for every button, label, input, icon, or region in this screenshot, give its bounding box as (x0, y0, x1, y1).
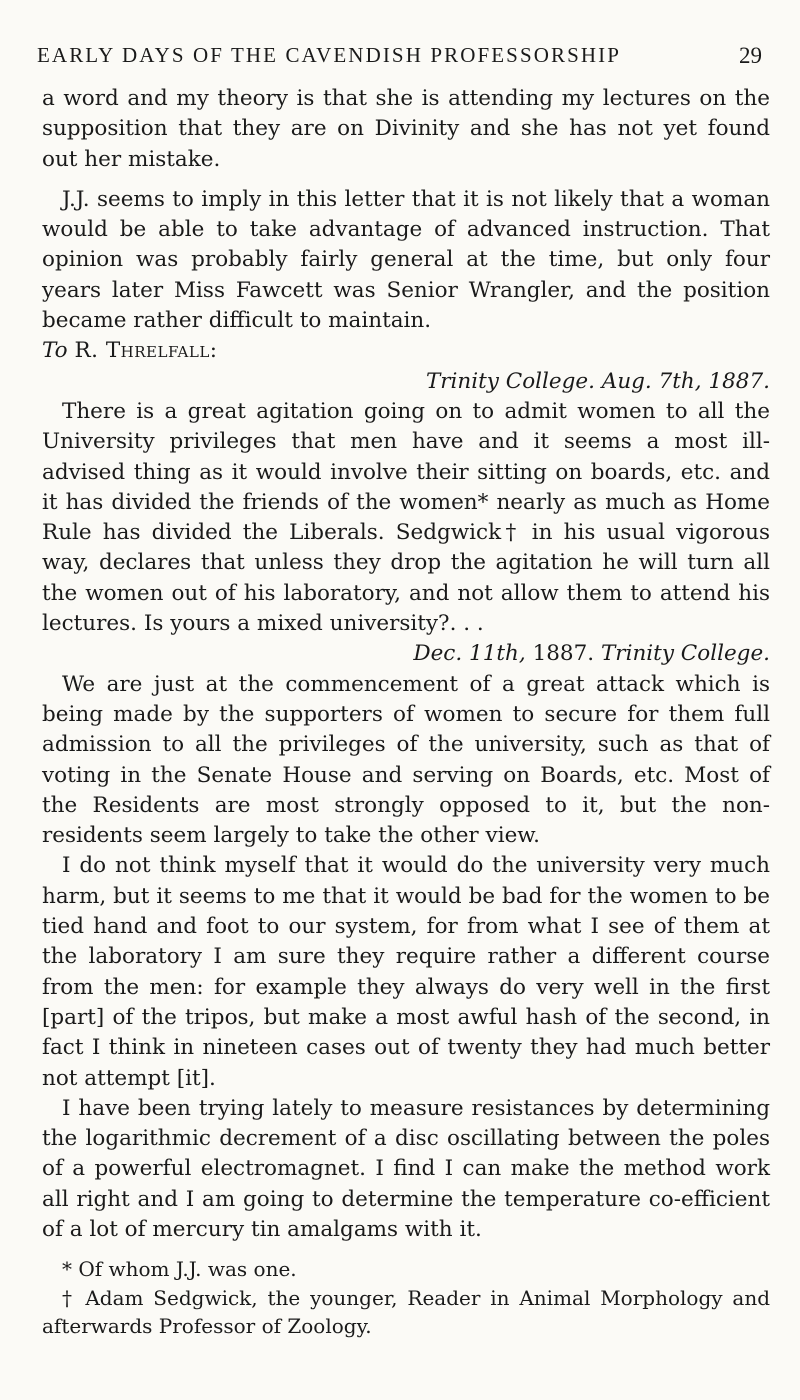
page-number: 29 (739, 43, 762, 68)
body-text (42, 84, 770, 1341)
dateline-2 (42, 639, 770, 669)
dateline-2-year: 1887. (532, 641, 595, 667)
dateline-2-day: 11th, (469, 641, 526, 667)
footnotes (42, 1255, 770, 1341)
paragraph-3: There is a great agitation going on to admit women to all the University privileges that men have and it seems a most ill-advised thing as it would involve their sitting on boards, etc. and it has divided the friends of the women* nearly as much as Home Rule has divided the Liberals. Sedgwick† in his usual vigorous way, declares that unless they drop the agitation he will turn all the women out of his laboratory, and not allow them to attend his lectures. Is yours a mixed university?. . . (42, 398, 770, 637)
footnote-2: † Adam Sedgwick, the younger, Reader in Animal Morphology and afterwards Professor of Zoology. (42, 1285, 770, 1339)
footnote-1: * Of whom J.J. was one. (62, 1257, 297, 1282)
paragraph-6: I have been trying lately to measure resistances by determining the logarithmic decrement of a disc oscillating between the poles of a powerful electromagnet. I find I can make the method work all right and I am going to determine the temperature co-efficient of a lot of mercury tin amalgams with it. (42, 1095, 770, 1242)
dateline-1: Trinity College. Aug. 7th, 1887. (425, 368, 770, 394)
letter-recipient: R. Threlfall: (74, 338, 218, 364)
letter-address (42, 336, 770, 366)
running-title: EARLY DAYS OF THE CAVENDISH PROFESSORSHIP (37, 43, 622, 67)
dateline-2-month: Dec. (413, 641, 463, 667)
paragraph-4: We are just at the commencement of a great attack which is being made by the supporters of women to secure for them full admission to all the privileges of the university, such as that of voting in the Senate House and serving on Boards, etc. Most of the Residents are most strongly opposed to it, but the non-residents seem largely to take the other view. (42, 671, 770, 849)
paragraph-1: a word and my theory is that she is attending my lectures on the supposition that they are on Divinity and she has not yet found out her mistake. (42, 86, 770, 172)
letter-to: To (42, 338, 68, 364)
paragraph-5: I do not think myself that it would do the university very much harm, but it seems to me that it would be bad for the women to be tied hand and foot to our system, for from what I see of them at the laboratory I am sure they require rather a different course from the men: for example they always do very well in the first [part] of the tripos, but make a most awful hash of the second, in fact I think in nineteen cases out of twenty they had much better not attempt [it]. (42, 853, 770, 1091)
paragraph-2: J.J. seems to imply in this letter that it is not likely that a woman would be able to take advantage of advanced instruction. That opinion was probably fairly general at the time, but only four years later Miss Fawcett was Senior Wrangler, and the position became rather difficult to maintain. (42, 186, 770, 334)
running-head (37, 43, 762, 73)
dateline-2-place: Trinity College. (600, 641, 770, 667)
